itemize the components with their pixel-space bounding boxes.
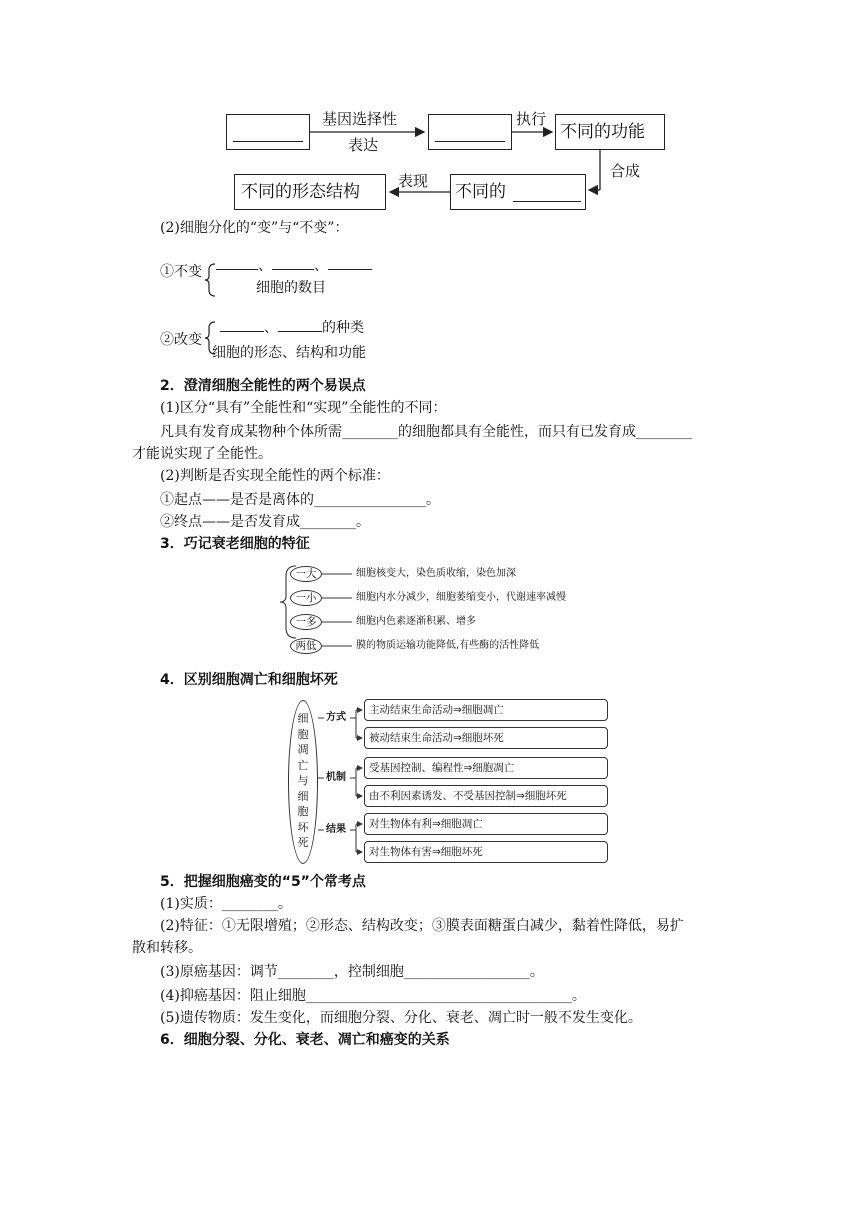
sec5-p1: (1)实质：________。 bbox=[160, 896, 292, 912]
unchanged-item2: 细胞的数目 bbox=[256, 280, 326, 296]
center-char: 坏 bbox=[297, 820, 309, 834]
apoptosis-center-oval bbox=[288, 700, 318, 864]
sec4-title: 4．区别细胞凋亡和细胞坏死 bbox=[160, 672, 338, 688]
blank-line bbox=[513, 201, 581, 202]
flow-box4-prefix: 不同的 bbox=[455, 182, 506, 202]
aging-tag-2: 一小 bbox=[290, 590, 322, 606]
center-char: 亡 bbox=[297, 758, 309, 772]
mode-row-2: 被动结束生命活动⇒细胞坏死 bbox=[364, 727, 608, 749]
center-char: 细 bbox=[297, 789, 309, 803]
changed-item1-suffix: 的种类 bbox=[322, 320, 364, 336]
sec5-p4: (4)抑癌基因：阻止细胞______________________________________。 bbox=[160, 988, 586, 1004]
unchanged-blanks: 、 、 bbox=[216, 256, 372, 276]
center-char: 胞 bbox=[297, 805, 309, 818]
blank-line bbox=[233, 141, 303, 142]
aging-text-2: 细胞内水分减少，细胞萎缩变小，代谢速率减慢 bbox=[356, 592, 566, 603]
sec2-p2b: 才能说实现了全能性。 bbox=[132, 446, 272, 462]
aging-tag-1: 一大 bbox=[290, 566, 322, 582]
mechanism-row-2: 由不利因素诱发、不受基因控制⇒细胞坏死 bbox=[364, 785, 608, 807]
blank-line bbox=[435, 141, 505, 142]
sec2-p5: ②终点——是否发育成________。 bbox=[160, 514, 370, 530]
mode-row-1: 主动结束生命活动⇒细胞凋亡 bbox=[364, 699, 608, 721]
mechanism-row-1: 受基因控制、编程性⇒细胞凋亡 bbox=[364, 757, 608, 779]
center-char: 死 bbox=[297, 836, 309, 849]
sec2-p1: (1)区分“具有”全能性和“实现”全能性的不同： bbox=[160, 400, 447, 416]
unchanged-label: ①不变 bbox=[160, 264, 202, 280]
sec5-title: 5．把握细胞癌变的“5”个常考点 bbox=[160, 874, 366, 890]
flow-box-blank-1 bbox=[226, 114, 310, 150]
sec2-p4: ①起点——是否是离体的________________。 bbox=[160, 492, 440, 508]
sec5-p2b: 散和转移。 bbox=[132, 940, 202, 956]
flow-box-function: 不同的功能 bbox=[555, 114, 665, 150]
sec3-title: 3．巧记衰老细胞的特征 bbox=[160, 536, 310, 552]
group-label-mode: 方式 bbox=[326, 712, 346, 723]
sec2-p3: (2)判断是否实现全能性的两个标准： bbox=[160, 468, 390, 484]
aging-text-4: 膜的物质运输功能降低,有些酶的活性降低 bbox=[356, 640, 540, 651]
sec5-p2a: (2)特征：①无限增殖；②形态、结构改变；③膜表面糖蛋白减少，黏着性降低，易扩 bbox=[160, 918, 684, 934]
result-row-1: 对生物体有利⇒细胞凋亡 bbox=[364, 813, 608, 835]
group-label-result: 结果 bbox=[326, 824, 346, 835]
center-char: 与 bbox=[297, 774, 309, 787]
center-char: 细 bbox=[297, 712, 309, 725]
flow-box-morphology: 不同的形态结构 bbox=[234, 174, 386, 210]
sec5-p5: (5)遗传物质：发生变化，而细胞分裂、分化、衰老、凋亡时一般不发生变化。 bbox=[160, 1010, 642, 1026]
aging-text-3: 细胞内色素逐渐积累、增多 bbox=[356, 616, 476, 627]
changed-item1: 、 的种类 bbox=[220, 318, 364, 338]
sec2-title: 2．澄清细胞全能性的两个易误点 bbox=[160, 378, 366, 394]
changed-label: ②改变 bbox=[160, 332, 202, 348]
flow-box-blank-4 bbox=[450, 174, 586, 210]
aging-tag-3: 一多 bbox=[290, 614, 322, 630]
center-char: 凋 bbox=[297, 743, 309, 756]
sec2-p2a: 凡具有发育成某物种个体所需________的细胞都具有全能性，而只有已发育成________ bbox=[160, 424, 692, 440]
flow-arrow3-label: 合成 bbox=[610, 162, 641, 180]
flow-arrow2-label: 执行 bbox=[516, 110, 547, 128]
sec5-p3: (3)原癌基因：调节________，控制细胞__________________。 bbox=[160, 964, 544, 980]
flow-box-blank-2 bbox=[428, 114, 512, 150]
flow-arrow1-top: 基因选择性 bbox=[322, 110, 398, 128]
part2-heading: (2)细胞分化的“变”与“不变”： bbox=[160, 220, 349, 236]
group-label-mechanism: 机制 bbox=[326, 772, 346, 783]
changed-item2: 细胞的形态、结构和功能 bbox=[212, 345, 366, 361]
sec6-title: 6．细胞分裂、分化、衰老、凋亡和癌变的关系 bbox=[160, 1032, 450, 1048]
flow-arrow1-bottom: 表达 bbox=[348, 136, 379, 154]
aging-tag-4: 两低 bbox=[290, 638, 322, 654]
result-row-2: 对生物体有害⇒细胞坏死 bbox=[364, 841, 608, 863]
aging-text-1: 细胞核变大，染色质收缩，染色加深 bbox=[356, 568, 516, 579]
center-char: 胞 bbox=[297, 727, 309, 741]
flow-arrow4-label: 表现 bbox=[398, 172, 429, 190]
